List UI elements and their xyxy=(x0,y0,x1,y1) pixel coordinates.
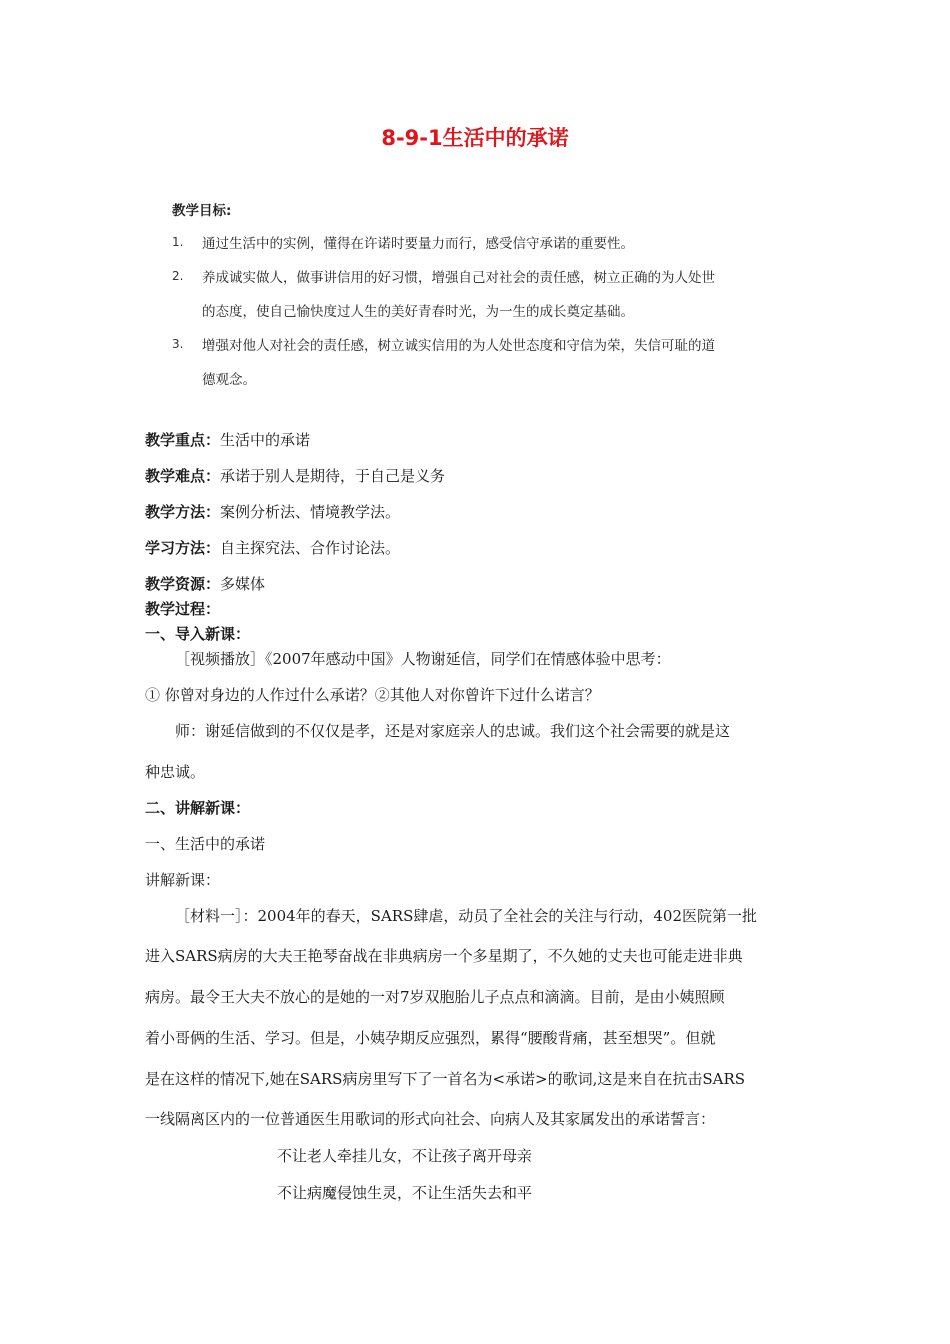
paragraph-line: 是在这样的情况下,她在SARS病房里写下了一首名为<承诺>的歌词,这是来自在抗击SARS xyxy=(145,1070,746,1088)
paragraph-line: 一线隔离区内的一位普通医生用歌词的形式向社会、向病人及其家属发出的承诺誓言： xyxy=(145,1110,716,1128)
paragraph-line: ① 你曾对身边的人作过什么承诺？②其他人对你曾许下过什么诺言？ xyxy=(145,686,600,704)
subsection-heading: 一、生活中的承诺 xyxy=(145,835,266,853)
poem-line: 不让老人牵挂儿女，不让孩子离开母亲 xyxy=(277,1147,533,1165)
info-value: 多媒体 xyxy=(220,575,266,593)
process-heading: 教学过程： xyxy=(145,600,221,618)
info-row-method xyxy=(145,501,400,522)
paragraph-line: 病房。最令王大夫不放心的是她的一对7岁双胞胎儿子点点和滴滴。目前，是由小姨照顾 xyxy=(145,988,725,1006)
paragraph-line: ［材料一］：2004年的春天，SARS肆虐，动员了全社会的关注与行动，402医院第一批 xyxy=(175,907,757,925)
objective-text: 增强对他人对社会的责任感，树立诚实信用的为人处世态度和守信为荣，失信可耻的道 xyxy=(202,338,715,354)
paragraph-line: 着小哥俩的生活、学习。但是，小姨孕期反应强烈，累得“腰酸背痛，甚至想哭”。但就 xyxy=(145,1029,716,1047)
info-value: 承诺于别人是期待，于自己是义务 xyxy=(220,467,446,485)
objective-text: 通过生活中的实例，懂得在许诺时要量力而行，感受信守承诺的重要性。 xyxy=(202,236,634,252)
poem-line: 不让病魔侵蚀生灵，不让生活失去和平 xyxy=(277,1184,533,1202)
section-heading: 一、导入新课： xyxy=(145,625,251,643)
objective-number: 2. xyxy=(172,269,184,283)
section-heading: 二、讲解新课： xyxy=(145,799,251,817)
info-label: 教学重点： xyxy=(145,431,221,449)
info-label: 教学难点： xyxy=(145,467,221,485)
info-value: 生活中的承诺 xyxy=(220,431,311,449)
document-title: 8-9-1生活中的承诺 xyxy=(381,126,569,150)
info-row-focus xyxy=(145,429,310,450)
paragraph-line: 种忠诚。 xyxy=(145,763,206,781)
info-value: 案例分析法、情境教学法。 xyxy=(220,503,401,521)
info-label: 学习方法： xyxy=(145,539,221,557)
objective-text: 的态度，使自己愉快度过人生的美好青春时光，为一生的成长奠定基础。 xyxy=(202,304,634,320)
objective-number: 3. xyxy=(172,337,184,351)
info-row-difficulty xyxy=(145,465,445,486)
paragraph-line: 师：谢延信做到的不仅仅是孝，还是对家庭亲人的忠诚。我们这个社会需要的就是这 xyxy=(175,722,731,740)
paragraph-line: 进入SARS病房的大夫王艳琴奋战在非典病房一个多星期了，不久她的丈夫也可能走进非典 xyxy=(145,947,743,965)
objective-text: 德观念。 xyxy=(202,372,256,388)
objective-number: 1. xyxy=(172,235,184,249)
info-label: 教学方法： xyxy=(145,503,221,521)
paragraph-line: ［视频播放］《2007年感动中国》人物谢延信，同学们在情感体验中思考： xyxy=(175,650,671,668)
info-label: 教学资源： xyxy=(145,575,221,593)
info-row-resources xyxy=(145,573,265,594)
objective-text: 养成诚实做人，做事讲信用的好习惯，增强自己对社会的责任感，树立正确的为人处世 xyxy=(202,270,715,286)
info-value: 自主探究法、合作讨论法。 xyxy=(220,539,401,557)
objectives-heading: 教学目标: xyxy=(172,203,232,219)
paragraph-line: 讲解新课： xyxy=(145,871,221,889)
info-row-learning xyxy=(145,537,400,558)
